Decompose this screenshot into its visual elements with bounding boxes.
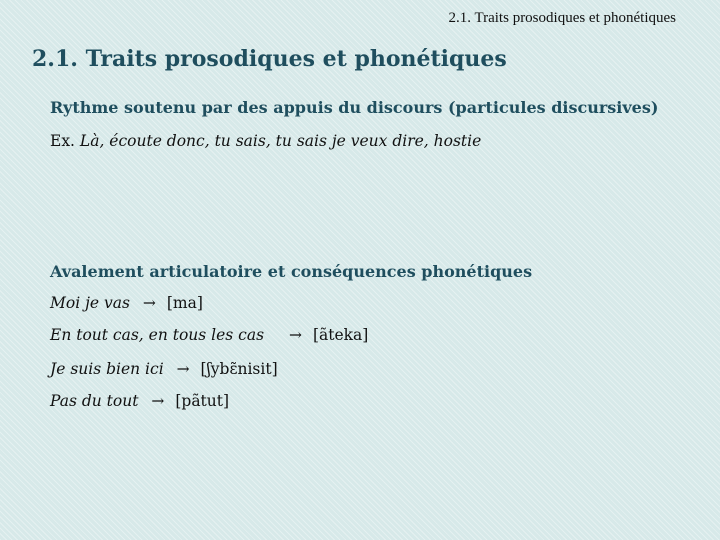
slide-header: 2.1. Traits prosodiques et phonétiques bbox=[448, 10, 676, 26]
example-row-4 bbox=[50, 392, 229, 410]
arrow-icon: → bbox=[151, 392, 165, 410]
ipa-transcription: [ʃybɛ̃nisit] bbox=[200, 360, 278, 378]
section-heading-articulation: Avalement articulatoire et conséquences phonétiques bbox=[50, 262, 533, 281]
arrow-icon: → bbox=[176, 360, 190, 378]
arrow-icon: → bbox=[142, 294, 156, 312]
example-phrase: Pas du tout bbox=[50, 392, 139, 410]
example-row-2 bbox=[50, 326, 368, 344]
ipa-transcription: [pãtut] bbox=[175, 392, 230, 410]
example-phrase: Je suis bien ici bbox=[50, 360, 164, 378]
example-prefix: Ex. bbox=[50, 132, 75, 150]
ipa-transcription: [ma] bbox=[166, 294, 203, 312]
example-phrase: Moi je vas bbox=[50, 294, 130, 312]
example-row-1 bbox=[50, 294, 203, 312]
example-phrase: En tout cas, en tous les cas bbox=[50, 326, 265, 344]
example-text: Là, écoute donc, tu sais, tu sais je veux dire, hostie bbox=[79, 132, 482, 150]
ipa-transcription: [ãteka] bbox=[312, 326, 369, 344]
slide-title: 2.1. Traits prosodiques et phonétiques bbox=[32, 46, 507, 72]
example-line-discourse bbox=[50, 132, 481, 150]
arrow-icon: → bbox=[289, 326, 302, 344]
section-heading-rhythm: Rythme soutenu par des appuis du discours (particules discursives) bbox=[50, 98, 659, 117]
example-row-3 bbox=[50, 360, 278, 378]
